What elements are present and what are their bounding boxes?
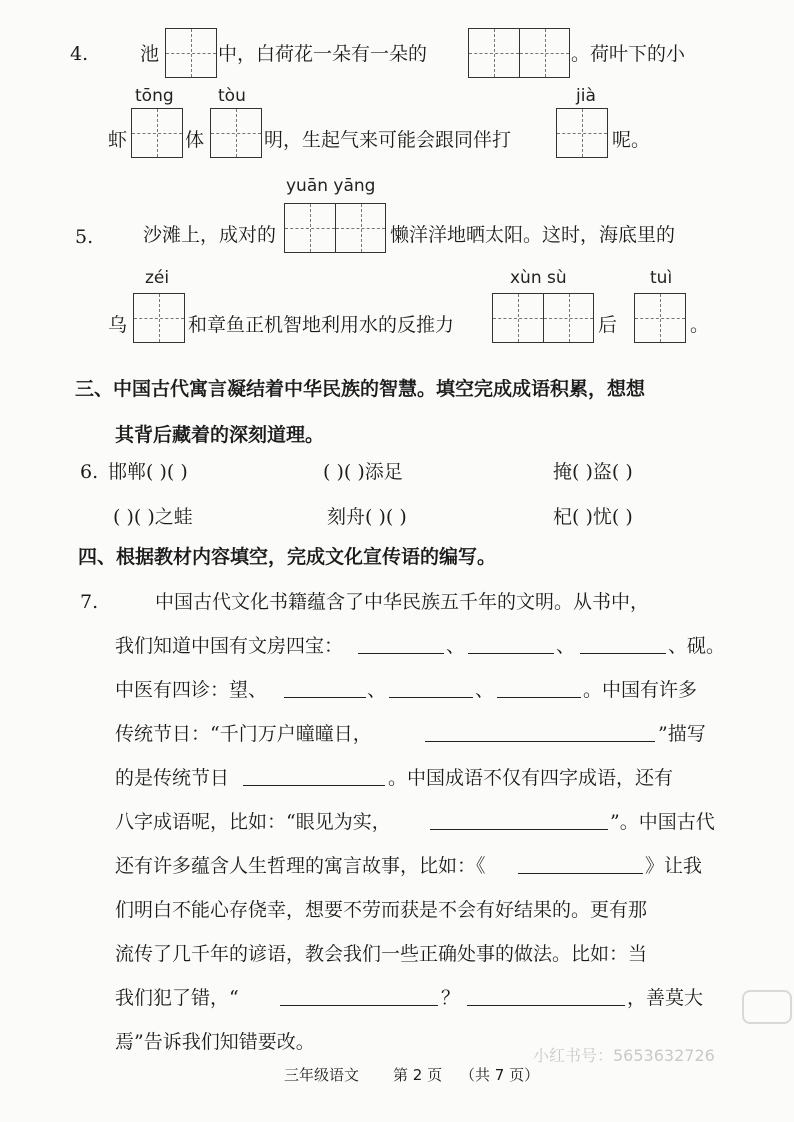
q7-blank-proverb-2[interactable] [467,1005,625,1006]
q7-line-7-end: 》让我 [645,855,703,877]
q7-blank-zhenfa-2[interactable] [389,697,473,698]
q7-blank-poem-line[interactable] [425,741,655,742]
q7-line-11: 焉”告诉我们知错要改。 [115,1031,315,1053]
q4-pinyin-tong: tōng [135,86,174,106]
q7-sep: 、 [367,679,387,701]
q7-blank-zhenfa-3[interactable] [497,697,581,698]
q5-pinyin-tui: tuì [650,268,673,288]
q7-line-3-end: 。中国有许多 [583,679,698,701]
q7-line-10: 我们犯了错，“ [115,987,239,1009]
q7-blank-idiom-half[interactable] [430,829,608,830]
q7-line-5: 的是传统节日 [115,767,230,789]
q4-pinyin-jia: jià [576,86,596,106]
q7-blank-wenfang-1[interactable] [358,653,444,654]
q7-line-7: 还有许多蕴含人生哲理的寓言故事，比如：《 [115,855,486,877]
q7-line-4: 传统节日：“千门万户曈曈日， [115,723,372,745]
footer-subject: 三年级语文 [284,1066,360,1084]
watermark-logo-badge [742,990,792,1024]
footer-total-pages: （共 7 页） [460,1066,540,1084]
q5-pinyin-xunsu: xùn sù [510,268,567,288]
q4-answer-box-tou[interactable] [210,108,262,158]
q4-answer-box-2[interactable] [468,28,570,78]
q7-blank-proverb-1[interactable] [280,1005,438,1006]
q7-line-6-end: ”。中国古代 [610,811,715,833]
q7-line-6: 八字成语呢，比如：“眼见为实， [115,811,391,833]
q6-idiom-2[interactable]: ( )( )添足 [323,461,403,483]
q4-text-1a: 池 [140,43,160,65]
watermark-account-id: 小红书号：5653632726 [533,1046,715,1065]
q5-text-2b: 和章鱼正机智地利用水的反推力 [188,314,455,336]
q7-line-9: 流传了几千年的谚语，教会我们一些正确处事的做法。比如：当 [115,943,648,965]
q7-question-mark: ？ [441,987,461,1009]
q6-idiom-6[interactable]: 杞( )忧( ) [553,506,633,528]
q4-text-2b: 体 [185,129,205,151]
q7-line-2: 我们知道中国有文房四宝： [115,635,344,657]
q6-idiom-5[interactable]: 刻舟( )( ) [327,506,407,528]
q5-answer-box-xunsu[interactable] [492,293,594,343]
q7-blank-zhenfa-1[interactable] [284,697,366,698]
q4-text-1c: 。荷叶下的小 [571,43,686,65]
q6-idiom-3[interactable]: 掩( )盗( ) [553,461,633,483]
q7-blank-festival[interactable] [243,785,385,786]
q7-line-8: 们明白不能心存侥幸，想要不劳而获是不会有好结果的。更有那 [115,899,648,921]
q5-text-2a: 乌 [108,314,128,336]
q5-answer-box-yuanyang[interactable] [284,203,386,253]
q6-number: 6. [80,461,99,483]
q4-text-1b: 中，白荷花一朵有一朵的 [218,43,428,65]
q4-answer-box-tong[interactable] [131,108,183,158]
q5-pinyin-zei: zéi [145,268,170,288]
section-3-heading: 三、中国古代寓言凝结着中华民族的智慧。填空完成成语积累，想想 [75,378,646,400]
q4-text-2d: 呢。 [612,129,651,151]
q7-line-3: 中医有四诊：望、 [115,679,268,701]
q5-answer-box-zei[interactable] [133,293,185,343]
q7-line-2-end: 、砚。 [668,635,726,657]
q5-answer-box-tui[interactable] [634,293,686,343]
q5-pinyin-yuanyang: yuān yāng [286,176,376,196]
q7-sep: 、 [446,635,466,657]
q7-line-4-end: ”描写 [658,723,706,745]
q5-number: 5. [75,226,94,248]
q6-idiom-1[interactable]: 邯郸( )( ) [108,461,188,483]
q7-blank-wenfang-2[interactable] [468,653,554,654]
q4-pinyin-tou: tòu [218,86,246,106]
q4-answer-box-1[interactable] [165,28,217,78]
q4-text-2a: 虾 [108,129,128,151]
q4-answer-box-jia[interactable] [556,108,608,158]
q7-blank-wenfang-3[interactable] [580,653,666,654]
q6-idiom-4[interactable]: ( )( )之蛙 [113,506,193,528]
q4-text-2c: 明，生起气来可能会跟同伴打 [264,129,512,151]
q7-blank-fable-title[interactable] [518,873,643,874]
q5-text-1a: 沙滩上，成对的 [143,224,277,246]
q5-text-1b: 懒洋洋地晒太阳。这时，海底里的 [390,224,676,246]
q7-sep: 、 [475,679,495,701]
section-3-heading-cont: 其背后藏着的深刻道理。 [115,424,325,446]
q5-text-2d: 。 [690,314,710,336]
q7-sep: 、 [556,635,576,657]
footer-page-number: 第 2 页 [393,1066,443,1084]
q7-line-5-end: 。中国成语不仅有四字成语，还有 [388,767,674,789]
q5-text-2c: 后 [598,314,618,336]
q4-number: 4. [70,43,89,65]
q7-number: 7. [80,591,99,613]
section-4-heading: 四、根据教材内容填空，完成文化宣传语的编写。 [78,546,497,568]
q7-line-1: 中国古代文化书籍蕴含了中华民族五千年的文明。从书中， [155,591,650,613]
q7-line-10-end: ，善莫大 [627,987,704,1009]
